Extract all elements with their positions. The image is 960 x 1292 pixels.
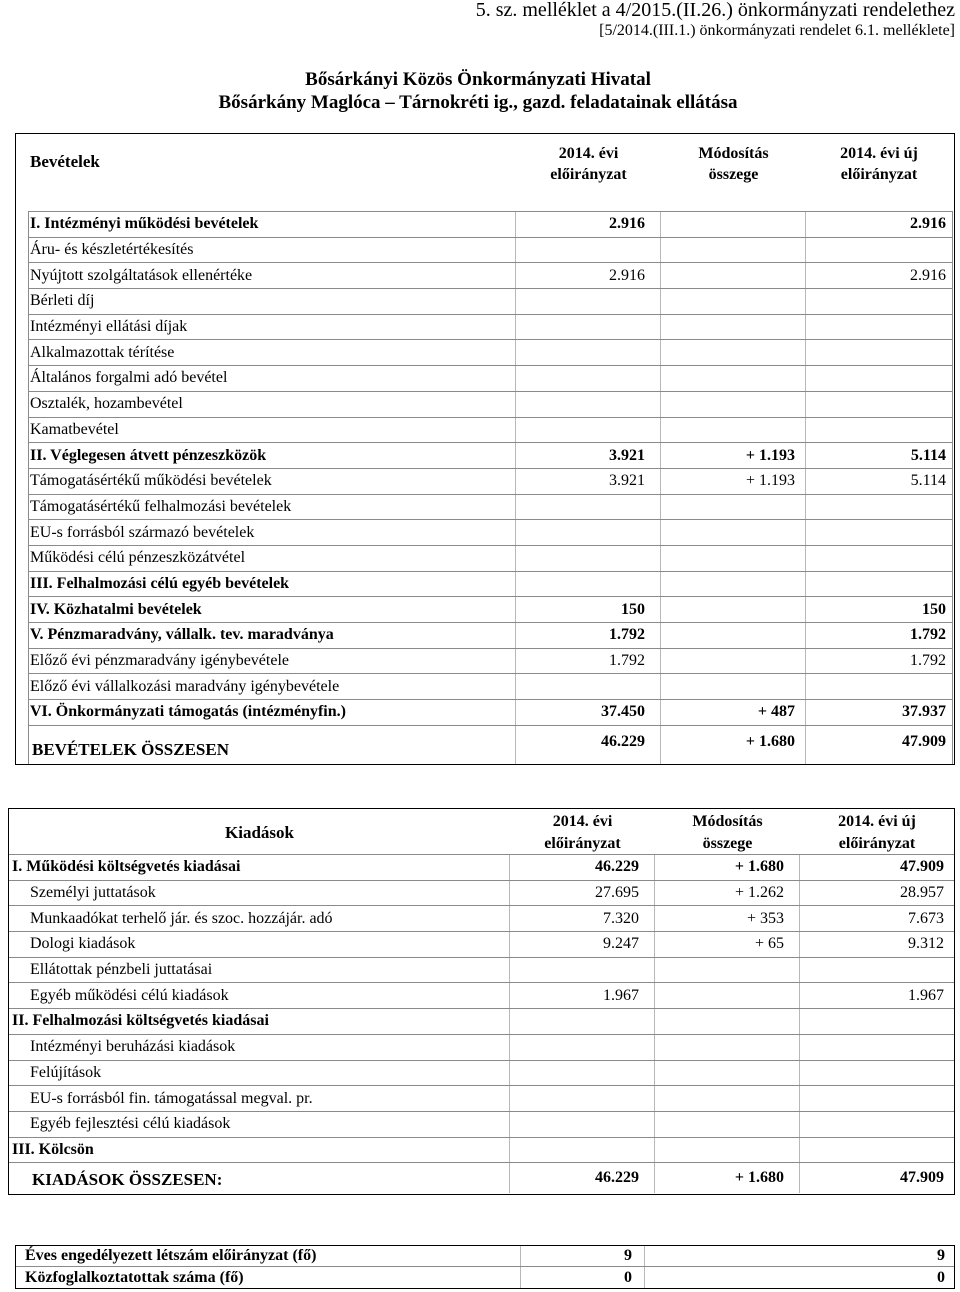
original-appropriation-value xyxy=(510,1112,655,1137)
original-appropriation-value xyxy=(510,1086,655,1111)
modification-value xyxy=(661,392,806,417)
row-label: Egyéb fejlesztési célú kiadások xyxy=(9,1112,510,1137)
annex-previous-reference: [5/2014.(III.1.) önkormányzati rendelet 6.1. melléklete] xyxy=(599,22,955,39)
revenues-heading: Bevételek xyxy=(30,152,100,171)
new-appropriation-value: 1.967 xyxy=(908,986,944,1004)
row-label: Általános forgalmi adó bevétel xyxy=(29,366,516,391)
row-label: Egyéb működési célú kiadások xyxy=(9,983,510,1008)
revenue-row xyxy=(29,392,952,418)
row-label: Kamatbevétel xyxy=(29,418,516,443)
modification-value xyxy=(661,418,806,443)
new-appropriation-value xyxy=(806,546,952,571)
modification-value xyxy=(661,315,806,340)
revenue-row xyxy=(29,649,952,675)
column-header-line: előirányzat xyxy=(550,166,627,183)
headcount-table xyxy=(15,1245,955,1289)
revenues-rows xyxy=(28,211,953,764)
new-headcount-value: 9 xyxy=(937,1247,945,1264)
row-label: EU-s forrásból fin. támogatással megval. pr. xyxy=(9,1086,510,1111)
row-label: II. Felhalmozási költségvetés kiadásai xyxy=(9,1009,510,1034)
modification-value xyxy=(661,263,806,288)
original-appropriation-value: 150 xyxy=(516,597,661,622)
original-appropriation-value xyxy=(516,495,661,520)
original-appropriation-value xyxy=(516,238,661,263)
modification-value xyxy=(655,1035,800,1060)
new-appropriation-value xyxy=(806,520,952,545)
new-appropriation-value xyxy=(800,1009,954,1034)
row-label: Előző évi vállalkozási maradvány igénybevétele xyxy=(29,674,516,699)
new-appropriation-value: 9.312 xyxy=(908,935,944,953)
row-label: Támogatásértékű felhalmozási bevételek xyxy=(29,495,516,520)
row-label: VI. Önkormányzati támogatás (intézményfin.) xyxy=(29,700,516,725)
new-appropriation-value xyxy=(800,1035,954,1060)
expenditure-row xyxy=(9,983,954,1009)
modification-value xyxy=(661,546,806,571)
expenditure-row xyxy=(9,1086,954,1112)
expenditure-row xyxy=(9,932,954,958)
revenue-row xyxy=(29,366,952,392)
row-label: Működési célú pénzeszközátvétel xyxy=(29,546,516,571)
modification-value xyxy=(661,495,806,520)
expenditures-heading: Kiadások xyxy=(225,823,294,842)
modification-value xyxy=(661,597,806,622)
modification-value: + 487 xyxy=(661,700,806,725)
headcount-row xyxy=(16,1267,954,1288)
row-label: IV. Közhatalmi bevételek xyxy=(29,597,516,622)
row-label: Áru- és készletértékesítés xyxy=(29,238,516,263)
modification-value xyxy=(661,623,806,648)
modification-value xyxy=(655,1138,800,1163)
expenditure-total-row xyxy=(9,1163,954,1193)
row-label: III. Kölcsön xyxy=(9,1138,510,1163)
new-appropriation-value xyxy=(806,495,952,520)
modification-value xyxy=(661,340,806,365)
original-appropriation-value: 3.921 xyxy=(516,469,661,494)
new-appropriation-value xyxy=(806,418,952,443)
row-label: Intézményi beruházási kiadások xyxy=(9,1035,510,1060)
expenditure-row xyxy=(9,1009,954,1035)
new-headcount-value: 0 xyxy=(937,1268,945,1286)
original-appropriation-value: 1.967 xyxy=(510,983,655,1008)
expenditure-row xyxy=(9,855,954,881)
original-appropriation-value: 1.792 xyxy=(516,623,661,648)
new-appropriation-value: 1.792 xyxy=(910,626,946,644)
modification-value xyxy=(655,1009,800,1034)
revenue-row xyxy=(29,340,952,366)
new-appropriation-value: 28.957 xyxy=(900,884,944,902)
original-appropriation-value: 9.247 xyxy=(510,932,655,957)
original-headcount-value: 0 xyxy=(521,1267,645,1288)
column-header-line: 2014. évi xyxy=(558,145,619,162)
row-label: Dologi kiadások xyxy=(9,932,510,957)
modification-value xyxy=(655,958,800,983)
document-subtitle: Bősárkány Maglóca – Tárnokréti ig., gazd. feladatainak ellátása xyxy=(218,92,738,113)
headcount-rows xyxy=(16,1246,954,1288)
original-appropriation-value xyxy=(510,1035,655,1060)
annex-reference: 5. sz. melléklet a 4/2015.(II.26.) önkormányzati rendelethez xyxy=(475,0,955,21)
column-header-line: 2014. évi új xyxy=(840,145,918,162)
new-appropriation-value: 150 xyxy=(922,600,946,618)
original-appropriation-value: 2.916 xyxy=(516,212,661,237)
column-header-line: előirányzat xyxy=(838,835,916,852)
modification-value: + 1.193 xyxy=(661,469,806,494)
column-header-line: előirányzat xyxy=(840,166,918,183)
column-header-line: összege xyxy=(708,166,759,183)
original-appropriation-value xyxy=(516,392,661,417)
original-appropriation-value xyxy=(516,289,661,314)
new-appropriation-value xyxy=(806,572,952,597)
original-appropriation-value xyxy=(510,1009,655,1034)
modification-value xyxy=(655,983,800,1008)
row-label: I. Működési költségvetés kiadásai xyxy=(9,855,510,880)
row-label: V. Pénzmaradvány, vállalk. tev. maradványa xyxy=(29,623,516,648)
row-label: Éves engedélyezett létszám előirányzat (fő) xyxy=(16,1246,521,1266)
revenues-table xyxy=(15,133,955,765)
revenue-row xyxy=(29,238,952,264)
column-header-new xyxy=(800,811,954,855)
expenditure-row xyxy=(9,1112,954,1138)
row-label: Felújítások xyxy=(9,1061,510,1086)
new-appropriation-value xyxy=(806,315,952,340)
modification-value: + 353 xyxy=(655,906,800,931)
row-label: III. Felhalmozási célú egyéb bevételek xyxy=(29,572,516,597)
revenue-row xyxy=(29,443,952,469)
new-appropriation-value xyxy=(800,958,954,983)
new-appropriation-value: 5.114 xyxy=(910,472,946,490)
expenditure-row xyxy=(9,1035,954,1061)
revenue-row xyxy=(29,495,952,521)
revenue-row xyxy=(29,623,952,649)
original-appropriation-value xyxy=(510,1061,655,1086)
new-appropriation-value xyxy=(800,1112,954,1137)
column-header-new xyxy=(806,143,952,185)
modification-value: + 1.680 xyxy=(655,855,800,880)
original-appropriation-value: 37.450 xyxy=(516,700,661,725)
modification-value: + 1.193 xyxy=(661,443,806,468)
modification-total: + 1.680 xyxy=(655,1163,800,1193)
revenue-row xyxy=(29,263,952,289)
modification-value xyxy=(661,238,806,263)
modification-value xyxy=(661,520,806,545)
total-label: BEVÉTELEK ÖSSZESEN xyxy=(29,726,516,764)
row-label: Bérleti díj xyxy=(29,289,516,314)
original-appropriation-value xyxy=(516,546,661,571)
revenue-total-row xyxy=(29,726,952,764)
new-appropriation-value: 1.792 xyxy=(910,652,946,670)
modification-value: + 65 xyxy=(655,932,800,957)
new-appropriation-value xyxy=(806,392,952,417)
modification-value xyxy=(661,366,806,391)
original-appropriation-value xyxy=(516,340,661,365)
row-label: II. Véglegesen átvett pénzeszközök xyxy=(29,443,516,468)
expenditure-row xyxy=(9,881,954,907)
column-header-line: összege xyxy=(702,835,753,852)
revenue-row xyxy=(29,572,952,598)
expenditure-row xyxy=(9,958,954,984)
original-appropriation-total: 46.229 xyxy=(516,726,661,764)
revenue-row xyxy=(29,315,952,341)
expenditure-row xyxy=(9,1138,954,1164)
revenue-row xyxy=(29,212,952,238)
revenue-row xyxy=(29,597,952,623)
new-appropriation-value: 2.916 xyxy=(910,215,946,233)
revenue-row xyxy=(29,469,952,495)
column-header-original xyxy=(510,811,655,855)
row-label: Intézményi ellátási díjak xyxy=(29,315,516,340)
original-appropriation-value xyxy=(516,315,661,340)
new-appropriation-value: 2.916 xyxy=(910,266,946,284)
new-appropriation-value xyxy=(806,289,952,314)
original-appropriation-total: 46.229 xyxy=(510,1163,655,1193)
original-appropriation-value xyxy=(516,674,661,699)
new-appropriation-value xyxy=(800,1061,954,1086)
revenue-row xyxy=(29,418,952,444)
modification-value xyxy=(661,572,806,597)
original-appropriation-value: 2.916 xyxy=(516,263,661,288)
row-label: Ellátottak pénzbeli juttatásai xyxy=(9,958,510,983)
row-label: Támogatásértékű működési bevételek xyxy=(29,469,516,494)
new-appropriation-value xyxy=(800,1138,954,1163)
modification-value xyxy=(655,1086,800,1111)
column-header-original xyxy=(516,143,661,185)
new-appropriation-total: 47.909 xyxy=(902,732,946,750)
column-header-line: 2014. évi xyxy=(552,813,613,830)
row-label: EU-s forrásból származó bevételek xyxy=(29,520,516,545)
modification-value xyxy=(655,1112,800,1137)
document-title: Bősárkányi Közös Önkormányzati Hivatal xyxy=(305,69,651,90)
modification-value: + 1.262 xyxy=(655,881,800,906)
revenue-row xyxy=(29,700,952,726)
row-label: I. Intézményi működési bevételek xyxy=(29,212,516,237)
new-appropriation-value xyxy=(806,238,952,263)
new-appropriation-value xyxy=(800,1086,954,1111)
row-label: Előző évi pénzmaradvány igénybevétele xyxy=(29,649,516,674)
revenue-row xyxy=(29,546,952,572)
original-appropriation-value xyxy=(516,366,661,391)
row-label: Közfoglalkoztatottak száma (fő) xyxy=(16,1267,521,1288)
new-appropriation-value xyxy=(806,366,952,391)
expenditure-row xyxy=(9,906,954,932)
new-appropriation-total: 47.909 xyxy=(900,1169,944,1187)
column-header-modification xyxy=(655,811,800,855)
total-label: KIADÁSOK ÖSSZESEN: xyxy=(9,1163,510,1193)
revenue-row xyxy=(29,520,952,546)
row-label: Személyi juttatások xyxy=(9,881,510,906)
original-appropriation-value: 27.695 xyxy=(510,881,655,906)
new-appropriation-value xyxy=(806,340,952,365)
new-appropriation-value xyxy=(806,674,952,699)
new-appropriation-value: 7.673 xyxy=(908,909,944,927)
original-appropriation-value xyxy=(516,572,661,597)
original-appropriation-value: 46.229 xyxy=(510,855,655,880)
column-header-modification xyxy=(661,143,806,185)
new-appropriation-value: 37.937 xyxy=(902,703,946,721)
original-appropriation-value: 3.921 xyxy=(516,443,661,468)
modification-total: + 1.680 xyxy=(661,726,806,764)
new-appropriation-value: 5.114 xyxy=(910,446,946,464)
modification-value xyxy=(655,1061,800,1086)
column-header-line: Módosítás xyxy=(692,813,763,830)
column-header-line: Módosítás xyxy=(698,145,769,162)
expenditures-rows xyxy=(9,854,954,1193)
headcount-row xyxy=(16,1246,954,1267)
column-header-line: 2014. évi új xyxy=(838,813,916,830)
original-headcount-value: 9 xyxy=(521,1246,645,1266)
row-label: Osztalék, hozambevétel xyxy=(29,392,516,417)
modification-value xyxy=(661,212,806,237)
original-appropriation-value xyxy=(510,1138,655,1163)
modification-value xyxy=(661,674,806,699)
column-header-line: előirányzat xyxy=(544,835,621,852)
original-appropriation-value xyxy=(510,958,655,983)
original-appropriation-value xyxy=(516,520,661,545)
modification-value xyxy=(661,649,806,674)
row-label: Munkaadókat terhelő jár. és szoc. hozzájár. adó xyxy=(9,906,510,931)
modification-value xyxy=(661,289,806,314)
original-appropriation-value: 1.792 xyxy=(516,649,661,674)
revenue-row xyxy=(29,289,952,315)
expenditures-table xyxy=(8,808,955,1195)
row-label: Nyújtott szolgáltatások ellenértéke xyxy=(29,263,516,288)
row-label: Alkalmazottak térítése xyxy=(29,340,516,365)
original-appropriation-value xyxy=(516,418,661,443)
new-appropriation-value: 47.909 xyxy=(900,858,944,876)
revenue-row xyxy=(29,674,952,700)
expenditure-row xyxy=(9,1061,954,1087)
original-appropriation-value: 7.320 xyxy=(510,906,655,931)
